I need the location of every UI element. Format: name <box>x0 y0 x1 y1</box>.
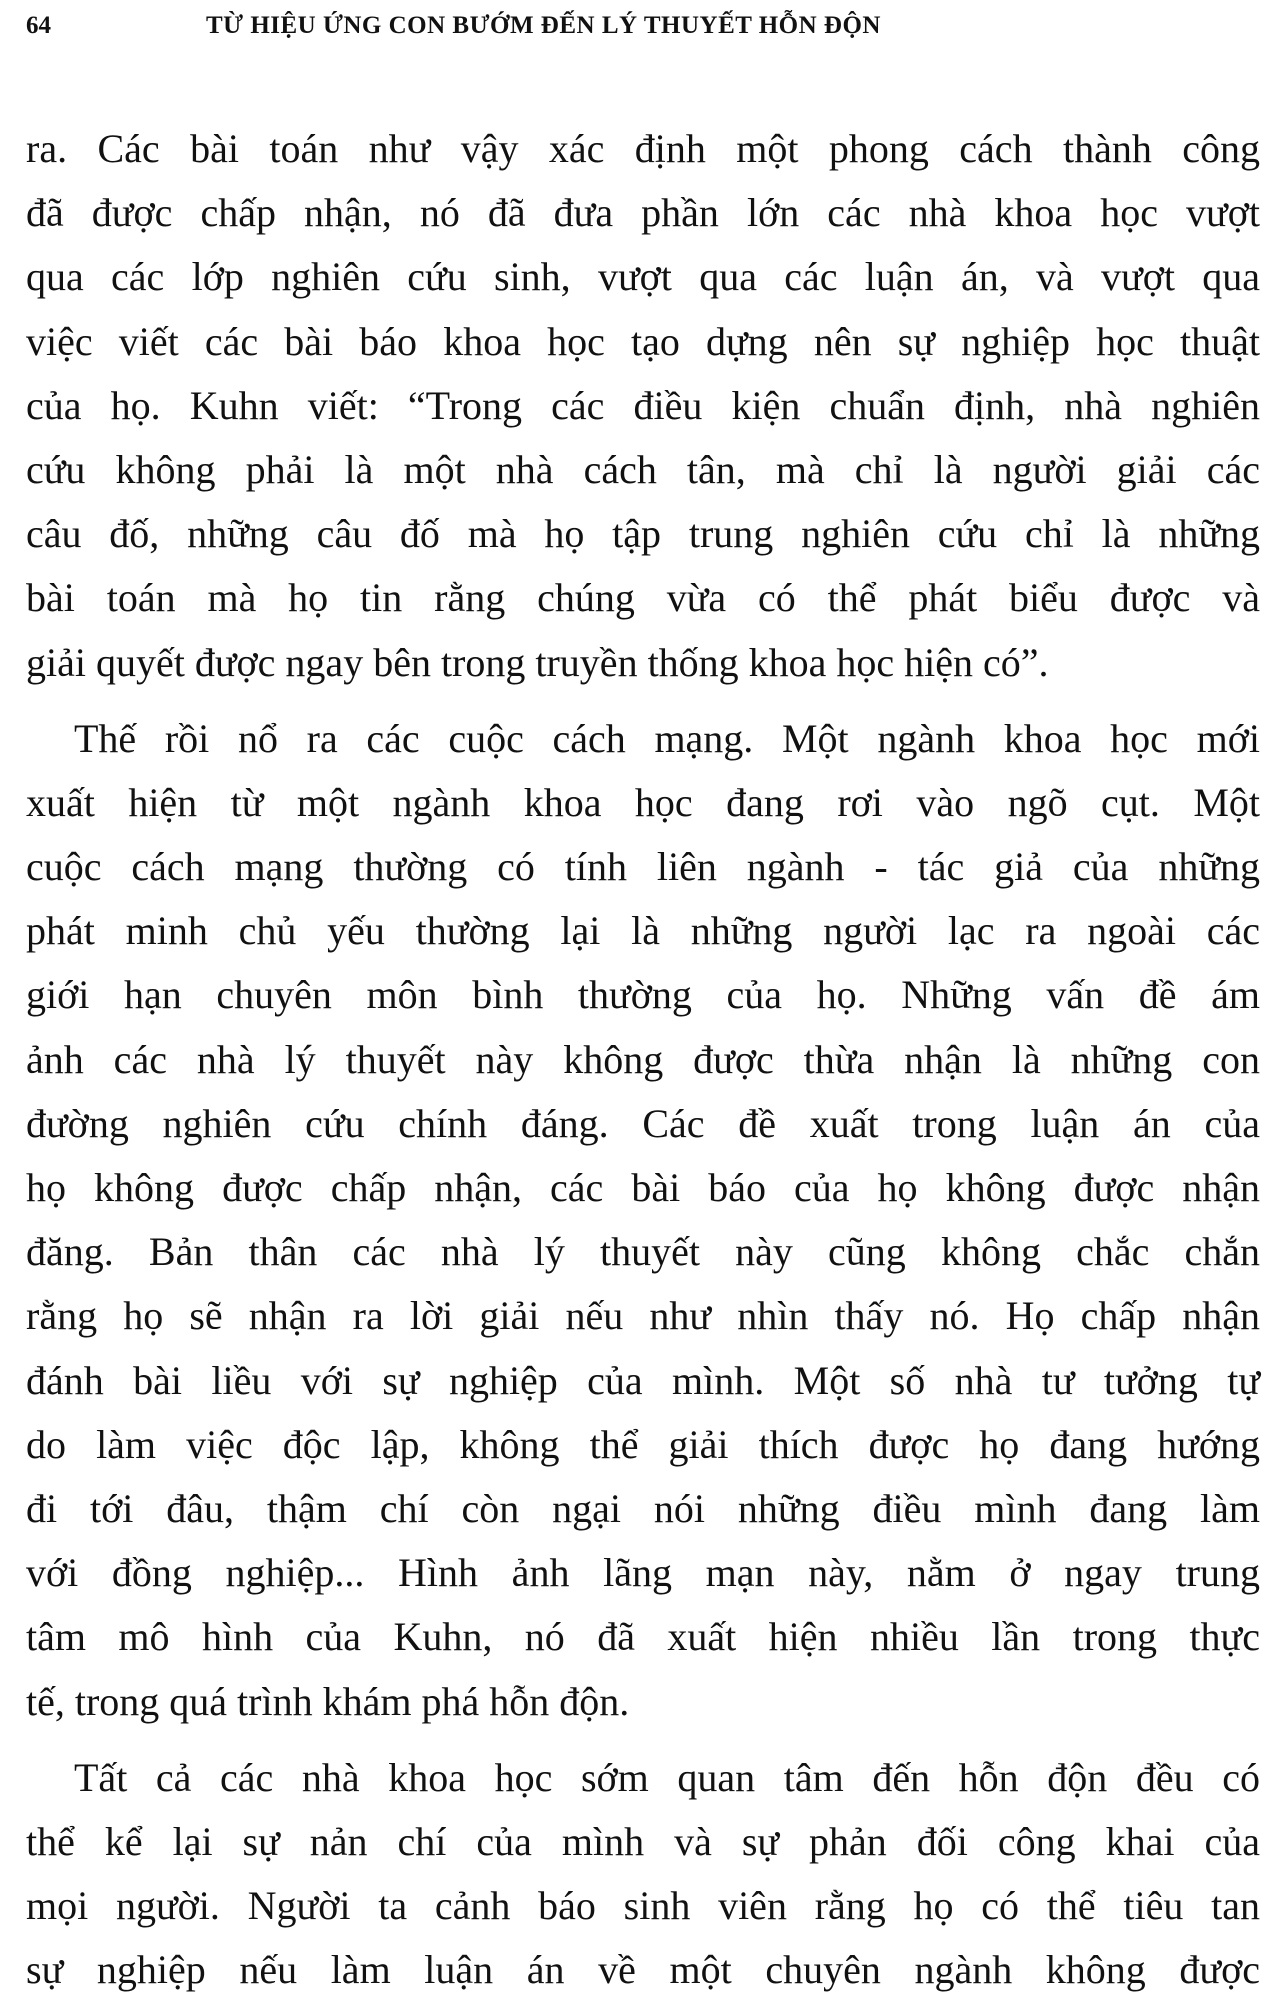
text-line: giải quyết được ngay bên trong truyền thống khoa học hiện có”. <box>26 639 1049 685</box>
text-line: bài toán mà họ tin rằng chúng vừa có thể phát biểu được và <box>26 575 1260 621</box>
running-header <box>26 12 1254 52</box>
text-line: thể kể lại sự nản chí của mình và sự phản đối công khai của <box>26 1818 1260 1864</box>
body-text <box>26 117 1260 2002</box>
text-line: tâm mô hình của Kuhn, nó đã xuất hiện nhiều lần trong thực <box>26 1614 1260 1660</box>
text-line: rằng họ sẽ nhận ra lời giải nếu như nhìn thấy nó. Họ chấp nhận <box>26 1293 1260 1339</box>
running-title: TỪ HIỆU ỨNG CON BƯỚM ĐẾN LÝ THUYẾT HỖN ĐỘN <box>206 12 881 39</box>
text-line: tế, trong quá trình khám phá hỗn độn. <box>26 1678 630 1724</box>
text-line: đường nghiên cứu chính đáng. Các đề xuất trong luận án của <box>26 1100 1260 1146</box>
text-line: đánh bài liều với sự nghiệp của mình. Một số nhà tư tưởng tự <box>26 1357 1260 1403</box>
text-line: cuộc cách mạng thường có tính liên ngành - tác giả của những <box>26 844 1260 890</box>
text-line: phát minh chủ yếu thường lại là những người lạc ra ngoài các <box>26 908 1260 954</box>
text-line: của họ. Kuhn viết: “Trong các điều kiện chuẩn định, nhà nghiên <box>26 382 1260 428</box>
text-line: do làm việc độc lập, không thể giải thích được họ đang hướng <box>26 1421 1260 1467</box>
text-line: ảnh các nhà lý thuyết này không được thừa nhận là những con <box>26 1036 1260 1082</box>
text-line: đã được chấp nhận, nó đã đưa phần lớn các nhà khoa học vượt <box>26 190 1260 236</box>
text-line: đăng. Bản thân các nhà lý thuyết này cũng không chắc chắn <box>26 1229 1260 1275</box>
text-line: Tất cả các nhà khoa học sớm quan tâm đến hỗn độn đều có <box>74 1754 1260 1800</box>
text-line: sự nghiệp nếu làm luận án về một chuyên ngành không được <box>26 1947 1260 1993</box>
text-line: đi tới đâu, thậm chí còn ngại nói những điều mình đang làm <box>26 1485 1260 1531</box>
page-number: 64 <box>26 12 51 39</box>
text-line: xuất hiện từ một ngành khoa học đang rơi vào ngõ cụt. Một <box>26 779 1260 825</box>
paragraph-spacer <box>26 1734 1260 1746</box>
text-line: với đồng nghiệp... Hình ảnh lãng mạn này, nằm ở ngay trung <box>26 1550 1260 1596</box>
text-line: ra. Các bài toán như vậy xác định một phong cách thành công <box>26 126 1260 171</box>
paragraph-2 <box>26 707 1260 1734</box>
text-line: họ không được chấp nhận, các bài báo của họ không được nhận <box>26 1165 1260 1210</box>
text-line: việc viết các bài báo khoa học tạo dựng nên sự nghiệp học thuật <box>26 318 1260 364</box>
text-line: qua các lớp nghiên cứu sinh, vượt qua các luận án, và vượt qua <box>26 254 1260 300</box>
paragraph-3 <box>26 1746 1260 2003</box>
text-line: mọi người. Người ta cảnh báo sinh viên rằng họ có thể tiêu tan <box>26 1883 1260 1929</box>
text-line: cứu không phải là một nhà cách tân, mà chỉ là người giải các <box>26 446 1260 492</box>
text-line: câu đố, những câu đố mà họ tập trung nghiên cứu chỉ là những <box>26 511 1260 557</box>
text-line: giới hạn chuyên môn bình thường của họ. Những vấn đề ám <box>26 972 1260 1018</box>
text-line: Thế rồi nổ ra các cuộc cách mạng. Một ngành khoa học mới <box>74 715 1260 761</box>
paragraph-1 <box>26 117 1260 695</box>
paragraph-spacer <box>26 695 1260 707</box>
